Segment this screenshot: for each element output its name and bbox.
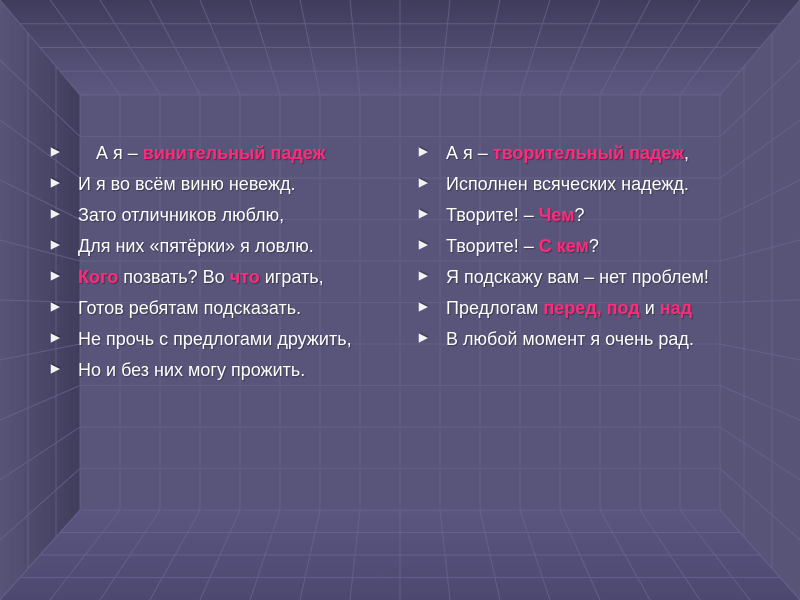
line-text [446, 143, 689, 163]
list-item [415, 236, 790, 257]
list-item [415, 205, 790, 226]
text-segment: Исполнен всяческих надежд. [446, 174, 689, 194]
text-segment: В любой момент я очень рад. [446, 329, 694, 349]
text-segment: Для них «пятёрки» я ловлю. [78, 236, 314, 256]
line-text [446, 329, 694, 349]
text-segment: ? [574, 205, 585, 225]
text-segment: играть, [259, 267, 324, 287]
triangle-bullet-icon: ▼ [415, 271, 430, 281]
line-text [78, 329, 352, 349]
text-segment: Творите! – [446, 236, 539, 256]
right-column [415, 143, 790, 360]
line-text [78, 267, 324, 287]
triangle-bullet-icon: ▼ [415, 240, 430, 250]
triangle-bullet-icon: ▼ [47, 364, 62, 374]
highlight-word: перед, под [543, 298, 640, 318]
line-text [446, 298, 692, 318]
line-text [78, 298, 301, 318]
triangle-bullet-icon: ▼ [415, 302, 430, 312]
highlight-word: винительный падеж [142, 143, 326, 163]
left-list [47, 143, 400, 381]
list-item [47, 174, 400, 195]
text-segment: И я во всём виню невежд. [78, 174, 296, 194]
text-segment: Я подскажу вам – нет проблем! [446, 267, 709, 287]
highlight-word: Кого [78, 267, 119, 287]
text-segment: Готов ребятам подсказать. [78, 298, 302, 318]
highlight-word: что [229, 267, 260, 287]
list-item [47, 143, 400, 164]
line-text [446, 205, 584, 225]
text-segment: Творите! – [446, 205, 539, 225]
line-text [446, 174, 689, 194]
triangle-bullet-icon: ▼ [47, 147, 62, 157]
list-item [47, 236, 400, 257]
triangle-bullet-icon: ▼ [47, 333, 62, 343]
line-text [78, 174, 296, 194]
highlight-word: С кем [538, 236, 589, 256]
triangle-bullet-icon: ▼ [415, 209, 430, 219]
text-segment: позвать? Во [118, 267, 230, 287]
list-item [415, 174, 790, 195]
text-segment: А я – [96, 143, 143, 163]
highlight-word: Чем [538, 205, 575, 225]
line-text [446, 236, 599, 256]
list-item [415, 143, 790, 164]
list-item [47, 360, 400, 381]
triangle-bullet-icon: ▼ [47, 302, 62, 312]
text-segment: Предлогам [446, 298, 544, 318]
list-item [415, 329, 790, 350]
list-item [47, 329, 400, 350]
highlight-word: над [659, 298, 693, 318]
left-column [47, 143, 400, 391]
triangle-bullet-icon: ▼ [47, 178, 62, 188]
triangle-bullet-icon: ▼ [415, 178, 430, 188]
text-segment: , [683, 143, 689, 163]
list-item [415, 267, 790, 288]
list-item [415, 298, 790, 319]
triangle-bullet-icon: ▼ [47, 271, 62, 281]
line-text [78, 360, 305, 380]
line-text [446, 267, 709, 287]
triangle-bullet-icon: ▼ [47, 209, 62, 219]
highlight-word: творительный падеж [492, 143, 684, 163]
list-item [47, 267, 400, 288]
triangle-bullet-icon: ▼ [415, 147, 430, 157]
text-segment: Зато отличников люблю, [78, 205, 285, 225]
text-segment: ? [588, 236, 599, 256]
line-text [78, 205, 284, 225]
text-segment: и [639, 298, 660, 318]
text-segment: А я – [446, 143, 493, 163]
list-item [47, 205, 400, 226]
line-text [78, 236, 314, 256]
text-segment: Не прочь с предлогами дружить, [78, 329, 352, 349]
list-item [47, 298, 400, 319]
right-list [415, 143, 790, 350]
triangle-bullet-icon: ▼ [47, 240, 62, 250]
triangle-bullet-icon: ▼ [415, 333, 430, 343]
text-segment: Но и без них могу прожить. [78, 360, 306, 380]
line-text [78, 143, 325, 163]
